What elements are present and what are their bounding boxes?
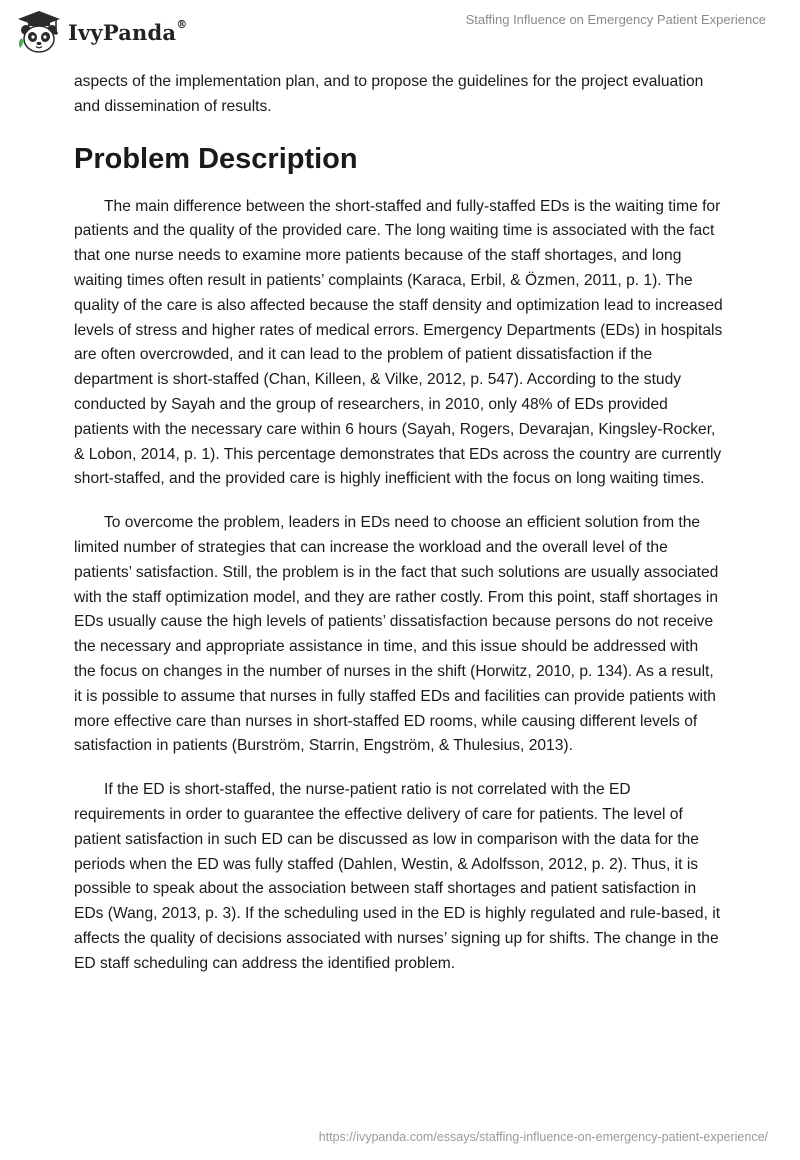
document-body xyxy=(74,70,724,996)
source-url[interactable]: https://ivypanda.com/essays/staffing-influence-on-emergency-patient-experience/ xyxy=(318,1130,768,1144)
brand-name: IvyPanda® xyxy=(68,17,188,45)
panda-graduate-icon xyxy=(16,10,62,54)
paragraph: The main difference between the short-staffed and fully-staffed EDs is the waiting time for patients and the quality of the provided care. The long waiting time is associated with the fact that one nurse needs to examine more patients because of the staff shortages, and long waiting times often result in patients’ complaints (Karaca, Erbil, & Özmen, 2011, p. 1). The quality of the care is also affected because the staff density and optimization lead to increased levels of stress and higher rates of medical errors. Emergency Departments (EDs) in hospitals are often overcrowded, and it can lead to the problem of patient dissatisfaction if the department is short-staffed (Chan, Killeen, & Vilke, 2012, p. 547). According to the study conducted by Sayah and the group of researchers, in 2010, only 48% of EDs provided patients with the necessary care within 6 hours (Sayah, Rogers, Devarajan, Kingsley-Rocker, & Lobon, 2014, p. 1). This percentage demonstrates that EDs across the country are currently short-staffed, and the provided care is highly inefficient with the focus on long waiting times. xyxy=(74,197,723,488)
registered-mark: ® xyxy=(176,17,188,31)
paragraph: If the ED is short-staffed, the nurse-patient ratio is not correlated with the ED requirements in order to guarantee the effective delivery of care for patients. The level of patient satisfaction in such ED can be discussed as low in comparison with the data for the periods when the ED was fully staffed (Dahlen, Westin, & Adolfsson, 2012, p. 2). Thus, it is possible to speak about the association between staff shortages and patient satisfaction in EDs (Wang, 2013, p. 3). If the scheduling used in the ED is highly regulated and rule-based, it affects the quality of decisions associated with nurses’ signing up for shifts. The change in the ED staff scheduling can address the identified problem. xyxy=(74,781,721,972)
intro-fragment: aspects of the implementation plan, and to propose the guidelines for the project evaluation and dissemination of results. xyxy=(74,73,704,115)
section-heading: Problem Description xyxy=(74,142,358,175)
ivypanda-logo[interactable] xyxy=(16,10,187,54)
page-header xyxy=(0,0,800,62)
paragraph: To overcome the problem, leaders in EDs need to choose an efficient solution from the limited number of strategies that can increase the workload and the overall level of the patients’ satisfaction. Still, the problem is in the fact that such solutions are usually associated with the staff optimization model, and they are rather costly. From this point, staff shortages in EDs usually cause the high levels of patients’ dissatisfaction because persons do not receive the necessary and appropriate assistance in time, and this issue should be addressed with the focus on changes in the number of nurses in the shift (Horwitz, 2010, p. 134). As a result, it is possible to assume that nurses in fully staffed EDs and facilities can provide patients with more effective care than nurses in short-staffed ED rooms, while causing different levels of satisfaction in patients (Burström, Starrin, Engström, & Thulesius, 2013). xyxy=(74,514,719,755)
running-title: Staffing Influence on Emergency Patient Experience xyxy=(465,12,766,27)
